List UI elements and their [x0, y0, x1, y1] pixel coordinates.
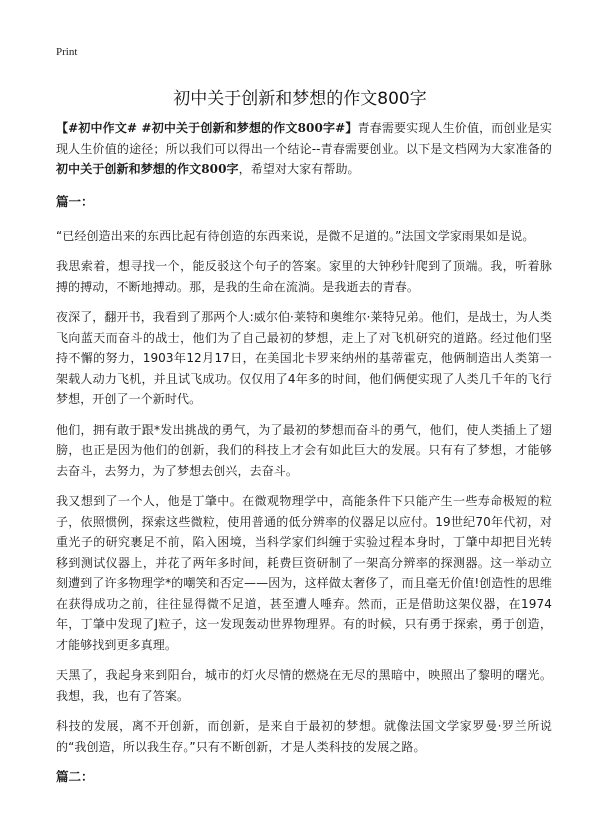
article-body [56, 118, 552, 801]
paragraph: “已经创造出来的东西比起有待创造的东西来说，是微不足道的。”法国文学家雨果如是说。 [56, 228, 535, 243]
intro-bold-title: 初中关于创新和梦想的作文800字 [56, 162, 239, 176]
paragraph: 他们，拥有敢于跟*发出挑战的勇气，为了最初的梦想而奋斗的勇气，他们，使人类插上了翅膀，也正是因为他们的创新，我们的科技上才会有如此巨大的发展。只有有了梦想，才能够去奋斗，去努力，为了梦想去创兴，去奋斗。 [56, 422, 552, 478]
intro-tag: 【#初中作文# #初中关于创新和梦想的作文800字#】 [56, 121, 358, 135]
paragraph: 天黑了，我起身来到阳台，城市的灯火尽情的燃烧在无尽的黑暗中，映照出了黎明的曙光。我想，我，也有了答案。 [56, 668, 552, 703]
paragraph: 夜深了，翻开书，我看到了那两个人:威尔伯·莱特和奥维尔·莱特兄弟。他们，是战士，为人类飞向蓝天而奋斗的战士，他们为了自己最初的梦想，走上了对飞机研究的道路。经过他们坚持不懈的努力，1903年12月17日，在美国北卡罗来纳州的基蒂霍克，他俩制造出人类第一架载人动力飞机，并且试飞成功。仅仅用了4年多的时间，他们俩便实现了人类几千年的飞行梦想，开创了一个新时代。 [56, 310, 552, 406]
paragraph: 科技的发展，离不开创新，而创新，是来自于最初的梦想。就像法国文学家罗曼·罗兰所说的“我创造，所以我生存。”只有不断创新，才是人类科技的发展之路。 [56, 719, 552, 754]
page-title: 初中关于创新和梦想的作文800字 [173, 89, 427, 109]
intro-text-2: ，希望对大家有帮助。 [238, 162, 360, 176]
section-heading-1: 篇一： [56, 193, 94, 209]
paragraph: 我思索着，想寻找一个，能反驳这个句子的答案。家里的大钟秒针爬到了顶端。我，听着脉搏的搏动，不断地搏动。那，是我的生命在流淌。是我逝去的青春。 [56, 259, 552, 294]
intro-text-1: 青春需要实现人生价值，而创业是实现人生价值的途径；所以我们可以得出一个结论--青春需要创业。以下是文档网为大家准备的 [56, 121, 552, 156]
intro-paragraph [56, 118, 552, 180]
section-heading-2: 篇二： [56, 769, 94, 784]
paragraph: 我又想到了一个人，他是丁肇中。在微观物理学中，高能条件下只能产生一些寿命极短的粒子，依照惯例，探索这些微粒，使用普通的低分辨率的仪器足以应付。19世纪70年代初，对重光子的研究裹足不前，陷入困境，当科学家们纠缠于实验过程本身时，丁肇中却把目光转移到测试仪器上，并花了两年多时间，耗费巨资研制了一架高分辨率的探测器。这一举动立刻遭到了许多物理学*的嘲笑和否定——因为，这样做太奢侈了，而且毫无价值!创造性的思维在获得成功之前，往往显得微不足道，甚至遭人唾弃。然而，正是借助这架仪器，在1974年，丁肇中发现了J粒子，这一发现轰动世界物理界。有的时候，只有勇于探索，勇于创造，才能够找到更多真理。 [56, 494, 552, 652]
print-label[interactable]: Print [56, 46, 78, 58]
